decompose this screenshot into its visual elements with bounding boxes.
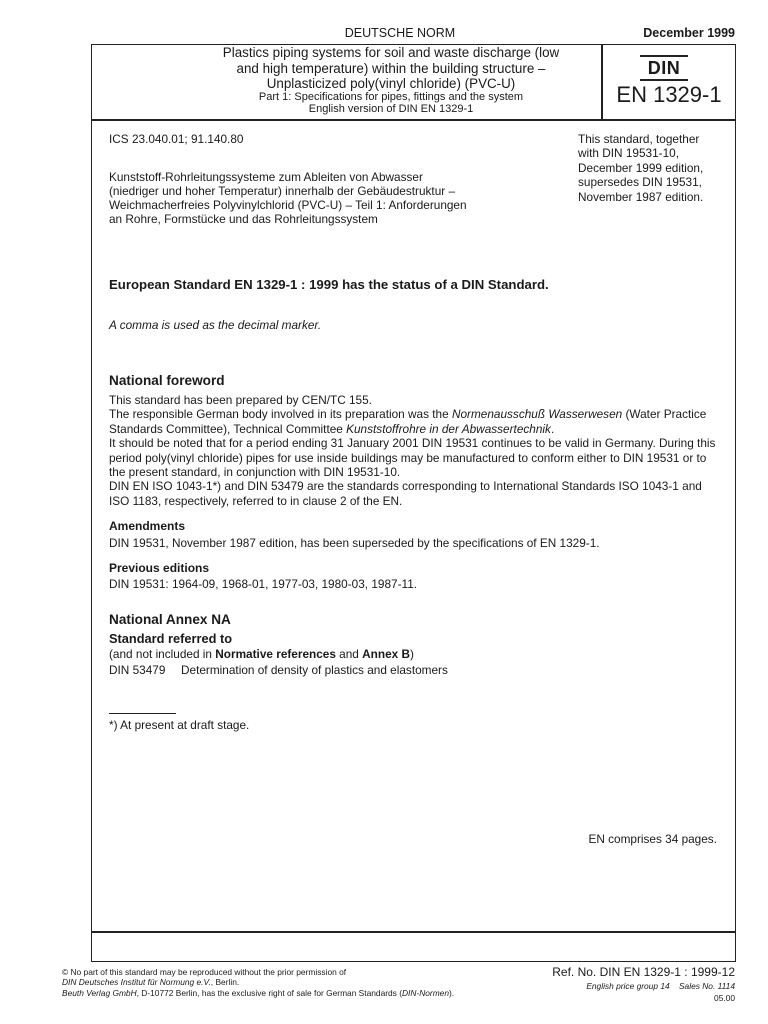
title-divider bbox=[91, 119, 736, 121]
price-group: English price group 14 bbox=[586, 981, 670, 991]
note-text: and bbox=[335, 647, 363, 661]
foreword-paragraph: DIN EN ISO 1043-1*) and DIN 53479 are the standards corresponding to International Standards ISO 1043-1 and ISO 1183, respectively, referred to in clause 2 of the EN. bbox=[109, 479, 702, 508]
logo-divider bbox=[601, 44, 603, 120]
decimal-note: A comma is used as the decimal marker. bbox=[109, 318, 322, 332]
footnote: *) At present at draft stage. bbox=[109, 718, 250, 732]
foreword-paragraph bbox=[109, 407, 721, 436]
german-title bbox=[109, 170, 549, 227]
german-title-line: Weichmacherfreies Polyvinylchlorid (PVC-U) – Teil 1: Anforderungen bbox=[109, 198, 467, 213]
title-line-3: Unplasticized poly(vinyl chloride) (PVC-U) bbox=[266, 76, 516, 92]
issue-date: December 1999 bbox=[643, 26, 735, 40]
logo-text: DIN bbox=[647, 58, 681, 78]
national-annex-heading: National Annex NA bbox=[109, 612, 231, 627]
copyright-text: , D-10772 Berlin, has the exclusive right of sale for German Standards ( bbox=[136, 987, 402, 998]
previous-editions-heading: Previous editions bbox=[109, 561, 210, 575]
status-statement: European Standard EN 1329-1 : 1999 has the status of a DIN Standard. bbox=[109, 277, 549, 292]
din-normen: DIN-Normen bbox=[401, 987, 449, 998]
bottom-divider bbox=[91, 931, 736, 933]
standard-referred-note bbox=[109, 647, 414, 661]
foreword-text: . bbox=[550, 421, 555, 436]
price-info bbox=[586, 981, 735, 991]
din-logo bbox=[640, 55, 688, 81]
copyright-notice bbox=[62, 967, 532, 998]
foreword-paragraph: It should be noted that for a period ending 31 January 2001 DIN 19531 continues to be valid in Germany. During this period poly(vinyl chloride) pipes for use inside buildings may be manufactured to conform either to DIN 19531 or to the present standard, in conjunction with DIN 19531-10. bbox=[109, 436, 716, 479]
page-count-note: EN comprises 34 pages. bbox=[588, 832, 717, 846]
reference-title: Determination of density of plastics and elastomers bbox=[181, 663, 448, 677]
national-foreword-body bbox=[109, 393, 721, 508]
supersedes-line: November 1987 edition. bbox=[578, 189, 704, 204]
german-title-line: Kunststoff-Rohrleitungssysteme zum Ableiten von Abwasser bbox=[109, 170, 423, 184]
copyright-line bbox=[62, 977, 532, 987]
note-text: ) bbox=[410, 647, 414, 661]
standard-reference bbox=[109, 663, 448, 677]
previous-editions-text: DIN 19531: 1964-09, 1968-01, 1977-03, 1980-03, 1987-11. bbox=[109, 577, 418, 591]
publisher: Beuth Verlag GmbH bbox=[62, 987, 137, 998]
foreword-paragraph: This standard has been prepared by CEN/TC 155. bbox=[109, 393, 372, 407]
print-date: 05.00 bbox=[714, 993, 735, 1003]
logo-bottom-bar bbox=[640, 79, 688, 81]
german-title-line: an Rohre, Formstücke und das Rohrleitungssystem bbox=[109, 212, 378, 227]
title-line-2: and high temperature) within the building structure – bbox=[236, 60, 546, 76]
copyright-line: © No part of this standard may be reproduced without the prior permission of bbox=[62, 967, 347, 977]
title-block bbox=[188, 45, 594, 116]
supersedes-line: This standard, together bbox=[578, 132, 700, 146]
note-bold: Normative references bbox=[215, 647, 336, 661]
title-version: English version of DIN EN 1329-1 bbox=[308, 102, 474, 115]
german-title-line: (niedriger und hoher Temperatur) innerhalb der Gebäudestruktur – bbox=[109, 184, 456, 199]
copyright-text: , Berlin. bbox=[210, 977, 240, 988]
reference-code: DIN 53479 bbox=[109, 663, 166, 677]
amendments-heading: Amendments bbox=[109, 519, 186, 533]
technical-committee-name: Kunststoffrohre in der Abwassertechnik bbox=[346, 421, 551, 436]
standard-number: EN 1329-1 bbox=[616, 82, 722, 107]
supersedes-line: supersedes DIN 19531, bbox=[578, 175, 702, 190]
supersedes-line: with DIN 19531-10, bbox=[578, 146, 679, 161]
note-bold: Annex B bbox=[362, 647, 411, 661]
sales-number: Sales No. 1114 bbox=[678, 981, 735, 991]
copyright-line bbox=[62, 988, 532, 998]
reference-number: Ref. No. DIN EN 1329-1 : 1999-12 bbox=[552, 965, 735, 979]
foreword-text: (Water Practice Standards Committee), Technical Committee bbox=[109, 407, 707, 436]
norm-label: DEUTSCHE NORM bbox=[344, 26, 456, 40]
title-part: Part 1: Specifications for pipes, fittings and the system bbox=[258, 91, 524, 104]
din-institute: DIN Deutsches Institut für Normung e.V. bbox=[62, 977, 211, 988]
national-foreword-heading: National foreword bbox=[109, 373, 225, 388]
footnote-rule bbox=[109, 713, 176, 714]
committee-name: Normenausschuß Wasserwesen bbox=[451, 407, 623, 422]
supersedes-line: December 1999 edition, bbox=[578, 160, 704, 175]
amendments-text: DIN 19531, November 1987 edition, has been superseded by the specifications of EN 1329-1. bbox=[109, 536, 600, 550]
standard-referred-heading: Standard referred to bbox=[109, 631, 233, 646]
logo-top-bar bbox=[640, 55, 688, 57]
foreword-text: The responsible German body involved in its preparation was the bbox=[109, 407, 452, 422]
copyright-text: ). bbox=[448, 987, 455, 998]
ics-codes: ICS 23.040.01; 91.140.80 bbox=[109, 132, 244, 146]
supersedes-note bbox=[578, 132, 728, 204]
title-line-1: Plastics piping systems for soil and waste discharge (low bbox=[222, 45, 560, 60]
note-text: (and not included in bbox=[109, 647, 216, 661]
